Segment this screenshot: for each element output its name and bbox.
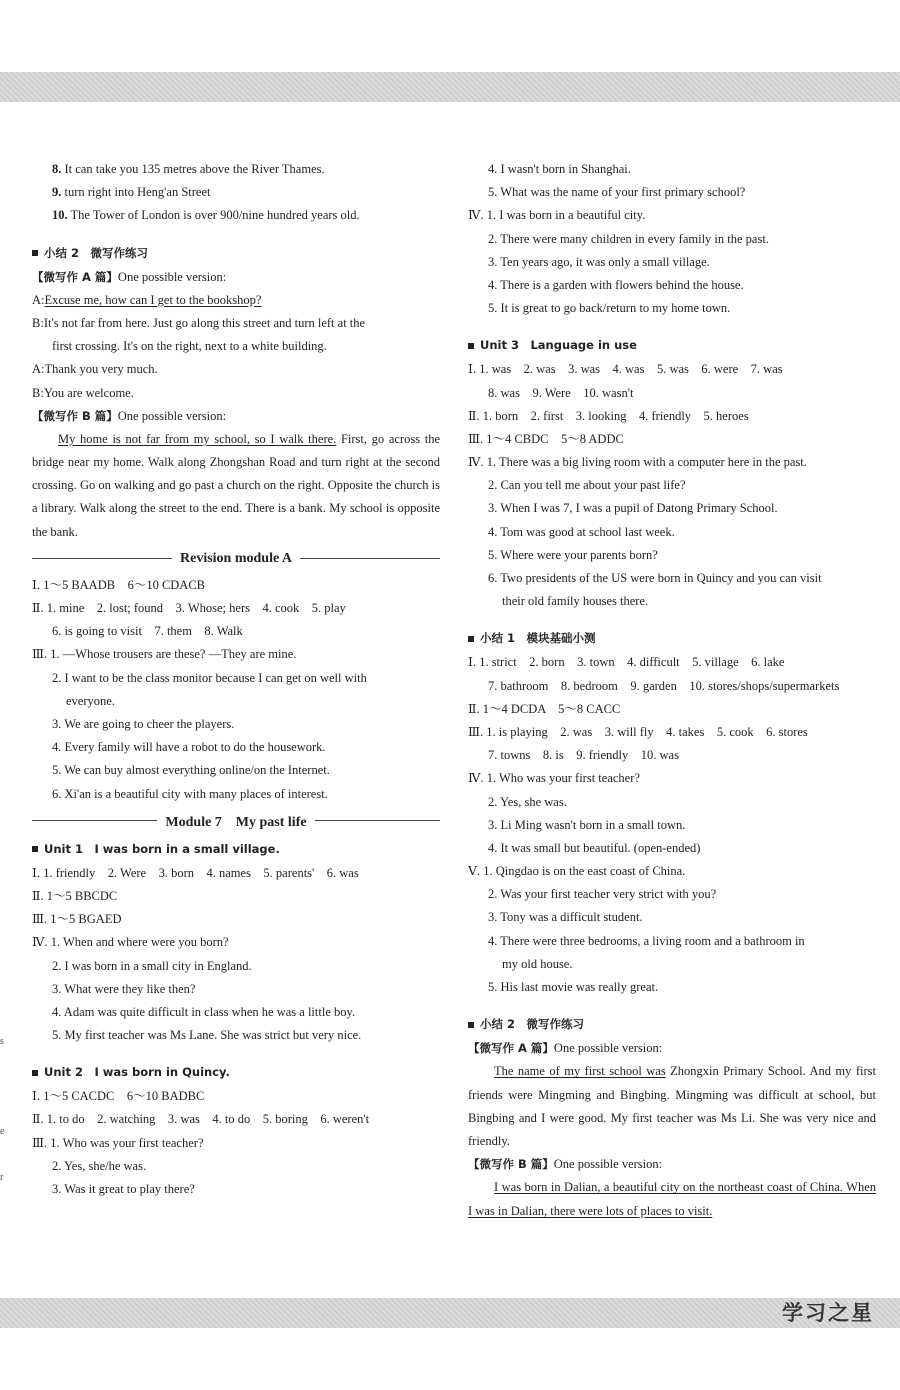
- answer-line: 3. Li Ming wasn't born in a small town.: [488, 817, 686, 832]
- answer-line: 8. It can take you 135 metres above the River Thames.: [52, 162, 325, 176]
- answer-line: 3. What were they like then?: [52, 981, 196, 996]
- answer-line: Ⅰ. 1. was 2. was 3. was 4. was 5. was 6. were 7. was: [468, 362, 783, 377]
- writing-b-label: 【微写作 B 篇】One possible version:: [32, 408, 227, 423]
- brand-logo-text: 学习之星: [782, 1301, 874, 1325]
- answer-line: 4. There is a garden with flowers behind the house.: [488, 277, 744, 292]
- answer-line: 2. Yes, she/he was.: [52, 1158, 147, 1173]
- answer-line: Ⅲ. 1. is playing 2. was 3. will fly 4. takes 5. cook 6. stores: [468, 724, 808, 739]
- answer-line: 7. bathroom 8. bedroom 9. garden 10. stores/shops/supermarkets: [488, 678, 840, 693]
- margin-mark: e: [0, 1126, 5, 1137]
- answer-line: 3. Ten years ago, it was only a small village.: [488, 254, 710, 269]
- answer-line: 4. Adam was quite difficult in class when he was a little boy.: [52, 1004, 356, 1019]
- summary-1-heading: 小结 1 模块基础小测: [468, 625, 876, 651]
- answer-line: everyone.: [66, 693, 115, 708]
- answer-line: Ⅲ. 1. —Whose trousers are these? —They are mine.: [32, 647, 297, 662]
- bottom-footer-band: [0, 1298, 900, 1328]
- answer-line: 4. Tom was good at school last week.: [488, 524, 675, 539]
- answer-line: 9. turn right into Heng'an Street: [52, 185, 211, 200]
- unit-2-heading: Unit 2 I was born in Quincy.: [32, 1059, 440, 1085]
- answer-line: Ⅳ. 1. Who was your first teacher?: [468, 771, 640, 786]
- answer-line: 5. Where were your parents born?: [488, 547, 658, 562]
- writing-b-label: 【微写作 B 篇】One possible version:: [468, 1157, 663, 1172]
- dialog-line: B:You are welcome.: [32, 385, 134, 400]
- answer-line: Ⅱ. 1. to do 2. watching 3. was 4. to do 5. boring 6. weren't: [32, 1112, 370, 1127]
- answer-line: their old family houses there.: [502, 594, 649, 609]
- answer-line: 7. towns 8. is 9. friendly 10. was: [488, 748, 679, 763]
- answer-line: 10. The Tower of London is over 900/nine hundred years old.: [52, 208, 360, 223]
- writing-b-paragraph: I was born in Dalian, a beautiful city on the northeast coast of China. When I was in Dalian, there were lots of places to visit.: [468, 1180, 876, 1218]
- right-column: [468, 158, 876, 1223]
- dialog-line: first crossing. It's on the right, next to a white building.: [52, 339, 327, 354]
- unit-3-heading: Unit 3 Language in use: [468, 332, 876, 358]
- answer-line: 5. We can buy almost everything online/on the Internet.: [52, 763, 330, 778]
- answer-line: 2. There were many children in every family in the past.: [488, 231, 769, 246]
- answer-line: Ⅰ. 1～5 BAADB 6～10 CDACB: [32, 577, 206, 592]
- module-7-divider: Module 7 My past life: [32, 806, 440, 836]
- margin-mark: s: [0, 1036, 4, 1047]
- writing-a-paragraph: The name of my first school was Zhongxin Primary School. And my first friends were Mingming and Bingbing. Mingming was difficult at school, but Bingbing and I were good. My first teacher was Ms Li. She was very nice and friendly.: [468, 1064, 876, 1148]
- answer-line: Ⅳ. 1. When and where were you born?: [32, 935, 229, 950]
- answer-line: Ⅲ. 1～5 BGAED: [32, 912, 122, 927]
- answer-line: 2. Was your first teacher very strict with you?: [488, 887, 717, 902]
- writing-a-label: 【微写作 A 篇】One possible version:: [32, 269, 227, 284]
- answer-line: Ⅱ. 1. mine 2. lost; found 3. Whose; hers 4. cook 5. play: [32, 601, 346, 616]
- answer-line: 5. My first teacher was Ms Lane. She was strict but very nice.: [52, 1028, 362, 1043]
- answer-line: 4. It was small but beautiful. (open-ended): [488, 840, 701, 855]
- dialog-line: A:Excuse me, how can I get to the bookshop?: [32, 292, 262, 307]
- answer-line: Ⅱ. 1～5 BBCDC: [32, 888, 118, 903]
- answer-line: 6. Two presidents of the US were born in Quincy and you can visit: [488, 571, 822, 585]
- dialog-line: A:Thank you very much.: [32, 362, 158, 377]
- answer-line: 5. What was the name of your first primary school?: [488, 185, 746, 200]
- revision-module-divider: Revision module A: [32, 544, 440, 574]
- answer-line: my old house.: [502, 956, 573, 971]
- answer-line: Ⅱ. 1～4 DCDA 5～8 CACC: [468, 701, 621, 716]
- answer-line: Ⅰ. 1～5 CACDC 6～10 BADBC: [32, 1089, 205, 1104]
- answer-line: 6. is going to visit 7. them 8. Walk: [52, 624, 243, 639]
- answer-line: Ⅳ. 1. I was born in a beautiful city.: [468, 208, 646, 223]
- answer-line: 3. Tony was a difficult student.: [488, 910, 643, 925]
- answer-line: Ⅴ. 1. Qingdao is on the east coast of China.: [468, 864, 686, 879]
- answer-line: Ⅰ. 1. friendly 2. Were 3. born 4. names 5. parents' 6. was: [32, 865, 359, 880]
- margin-mark: r: [0, 1172, 4, 1183]
- answer-line: 4. Every family will have a robot to do the housework.: [52, 740, 326, 755]
- answer-line: 8. was 9. Were 10. wasn't: [488, 385, 634, 400]
- answer-line: 2. I was born in a small city in England.: [52, 958, 252, 973]
- answer-line: 3. We are going to cheer the players.: [52, 717, 235, 732]
- top-header-band: [0, 72, 900, 102]
- section-heading: 小结 2 微写作练习: [32, 240, 440, 266]
- dialog-line: B:It's not far from here. Just go along this street and turn left at the: [32, 315, 366, 330]
- unit-1-heading: Unit 1 I was born in a small village.: [32, 836, 440, 862]
- answer-line: Ⅲ. 1. Who was your first teacher?: [32, 1135, 204, 1150]
- answer-line: 5. It is great to go back/return to my home town.: [488, 301, 731, 316]
- answer-line: 3. Was it great to play there?: [52, 1182, 195, 1197]
- answer-line: Ⅱ. 1. born 2. first 3. looking 4. friendly 5. heroes: [468, 408, 749, 423]
- writing-a-label: 【微写作 A 篇】One possible version:: [468, 1041, 663, 1056]
- answer-line: Ⅳ. 1. There was a big living room with a computer here in the past.: [468, 455, 807, 470]
- left-column: [32, 158, 440, 1201]
- writing-b-paragraph: My home is not far from my school, so I walk there. First, go across the bridge near my home. Walk along Zhongshan Road and turn right at the second crossing. Go on walking and go past a church on the right. Opposite the church is a library. Walk along the street to the end. There is a bank. My school is opposite the bank.: [32, 431, 440, 539]
- answer-line: 2. I want to be the class monitor because I can get on well with: [52, 670, 367, 685]
- answer-line: 4. I wasn't born in Shanghai.: [488, 162, 631, 176]
- answer-line: Ⅲ. 1～4 CBDC 5～8 ADDC: [468, 431, 624, 446]
- answer-line: 3. When I was 7, I was a pupil of Datong Primary School.: [488, 501, 778, 516]
- answer-line: Ⅰ. 1. strict 2. born 3. town 4. difficult 5. village 6. lake: [468, 655, 785, 670]
- summary-2-heading: 小结 2 微写作练习: [468, 1011, 876, 1037]
- answer-line: 5. His last movie was really great.: [488, 980, 659, 994]
- answer-line: 2. Yes, she was.: [488, 794, 567, 809]
- answer-line: 6. Xi'an is a beautiful city with many places of interest.: [52, 786, 328, 801]
- answer-line: 2. Can you tell me about your past life?: [488, 478, 686, 493]
- answer-line: 4. There were three bedrooms, a living room and a bathroom in: [488, 933, 805, 948]
